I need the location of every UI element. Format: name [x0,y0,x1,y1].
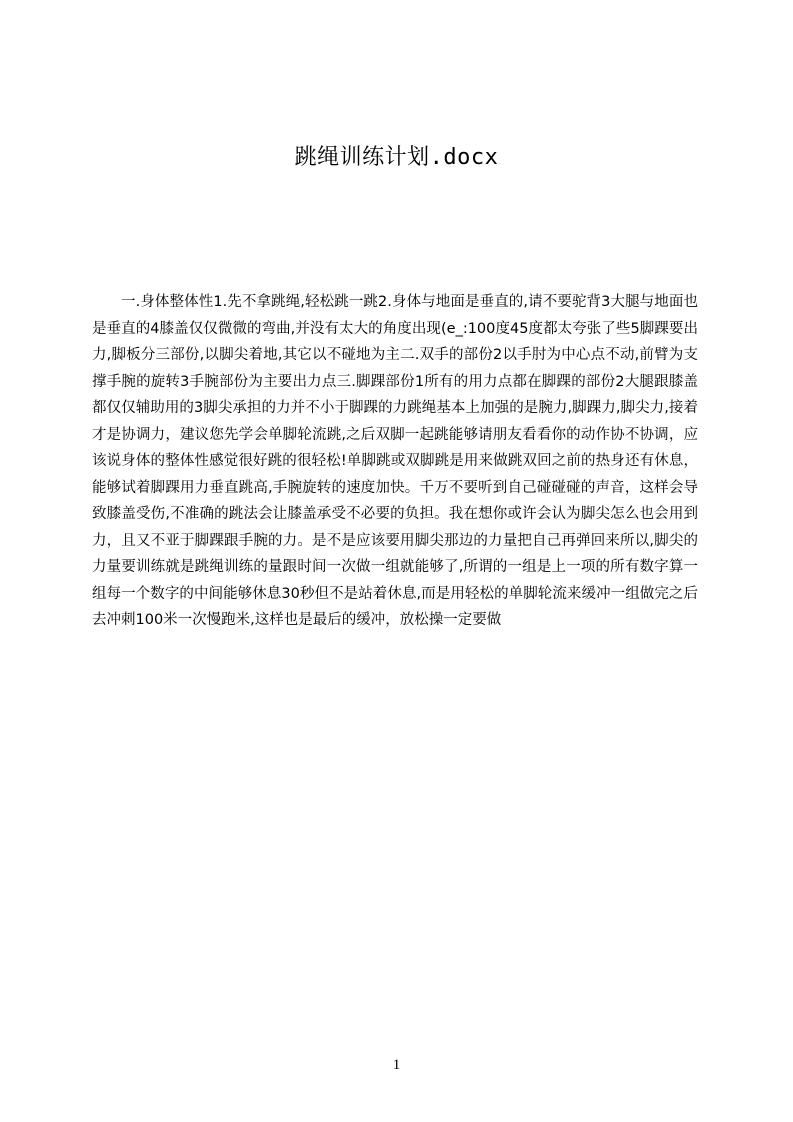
document-body-paragraph: 一.身体整体性1.先不拿跳绳,轻松跳一跳2.身体与地面是垂直的,请不要驼背3大腿与地面也是垂直的4膝盖仅仅微微的弯曲,并没有太大的角度出现(e_:100度45度都太夸张了些5脚踝要出力,脚板分三部份,以脚尖着地,其它以不碰地为主二.双手的部份2以手肘为中心点不动,前臂为支撑手腕的旋转3手腕部份为主要出力点三.脚踝部份1所有的用力点都在脚踝的部份2大腿跟膝盖都仅仅辅助用的3脚尖承担的力并不小于脚踝的力跳绳基本上加强的是腕力,脚踝力,脚尖力,接着才是协调力，建议您先学会单脚轮流跳,之后双脚一起跳能够请朋友看看你的动作协不协调，应该说身体的整体性感觉很好跳的很轻松!单脚跳或双脚跳是用来做跳双回之前的热身还有休息，能够试着脚踝用力垂直跳高,手腕旋转的速度加快。千万不要听到自己碰碰碰的声音，这样会导致膝盖受伤,不准确的跳法会让膝盖承受不必要的负担。我在想你或许会认为脚尖怎么也会用到力，且又不亚于脚踝跟手腕的力。是不是应该要用脚尖那边的力量把自己再弹回来所以,脚尖的力量要训练就是跳绳训练的量跟时间一次做一组就能够了,所谓的一组是上一项的所有数字算一组每一个数字的中间能够休息30秒但不是站着休息,而是用轻松的单脚轮流来缓冲一组做完之后去冲刺100米一次慢跑米,这样也是最后的缓冲，放松操一定要做 [92,294,698,628]
page-number: 1 [392,1057,401,1073]
document-title: 跳绳训练计划.docx [294,145,499,170]
